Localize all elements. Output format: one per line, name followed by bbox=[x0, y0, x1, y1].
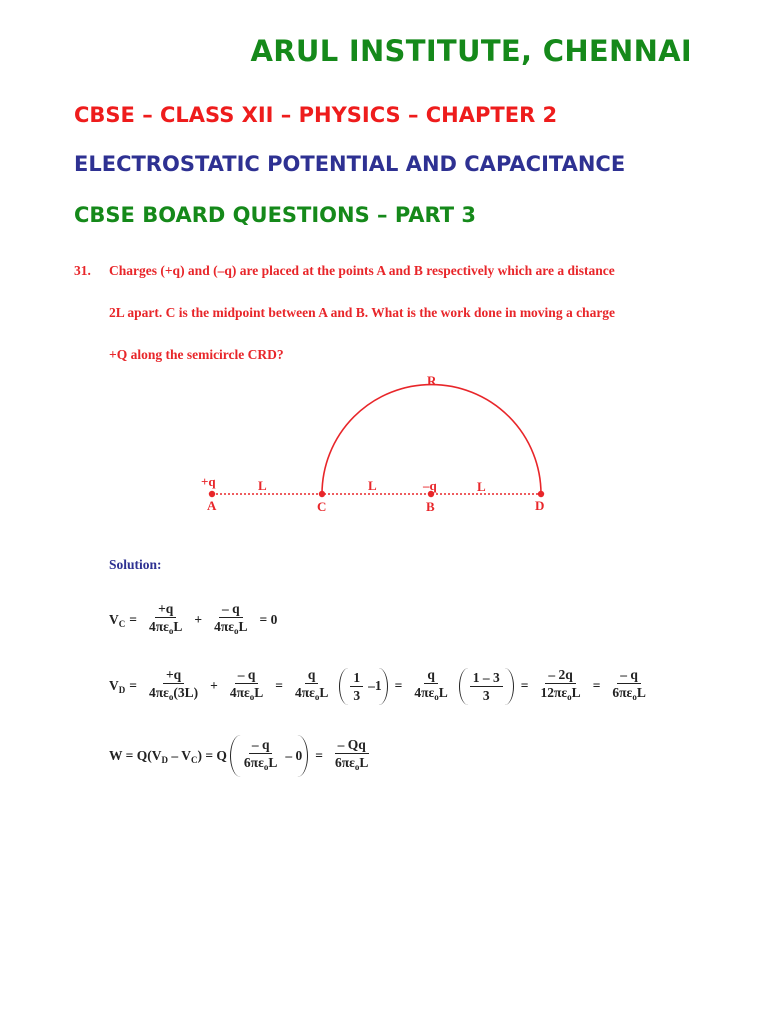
eq2-fraction-2: $\frac{- q}{4\pi\varepsilon_oL}$ bbox=[229, 667, 264, 702]
eq2-paren-2-fraction: $\frac{1 - 3}{3}$ bbox=[470, 670, 503, 703]
question-line-3: +Q along the semicircle CRD? bbox=[109, 347, 284, 362]
segment-ac-label: L bbox=[258, 478, 267, 493]
eq1-lhs: $V_C$ bbox=[109, 611, 126, 629]
point-b-label: B bbox=[426, 499, 435, 514]
eq2-fraction-5: $\frac{- 2q}{12\pi\varepsilon_oL}$ bbox=[540, 667, 581, 702]
point-d-dot bbox=[538, 491, 544, 497]
question-line-1: Charges (+q) and (–q) are placed at the points A and B respectively which are a distance bbox=[109, 263, 615, 278]
charge-a-label: +q bbox=[201, 474, 216, 489]
institute-title: ARUL INSTITUTE, CHENNAI bbox=[250, 34, 692, 68]
eq2-fraction-6: $\frac{- q}{6\pi\varepsilon_oL}$ bbox=[612, 667, 646, 702]
segment-cb-label: L bbox=[368, 478, 377, 493]
eq3-paren: $\frac{- q}{6\pi\varepsilon_oL}$ – 0 bbox=[230, 735, 308, 777]
eq2-paren-1-fraction: $\frac{1}{3}$ bbox=[350, 670, 363, 703]
question-number: 31. bbox=[74, 263, 91, 278]
equation-vc bbox=[109, 601, 281, 639]
point-a-label: A bbox=[207, 498, 217, 513]
section-title: CBSE BOARD QUESTIONS – PART 3 bbox=[74, 203, 477, 227]
point-r-label: R bbox=[427, 373, 437, 388]
eq1-fraction-2: $\frac{- q}{4\pi\varepsilon_oL}$ bbox=[214, 601, 248, 636]
eq1-plus: + bbox=[194, 612, 203, 627]
eq1-result: = 0 bbox=[259, 612, 278, 627]
eq2-fraction-1: $\frac{+q}{4\pi\varepsilon_o(3L)}$ bbox=[148, 667, 199, 702]
eq2-fraction-4: $\frac{q}{4\pi\varepsilon_oL}$ bbox=[414, 667, 448, 702]
eq3-equals: = bbox=[315, 748, 323, 763]
course-line: CBSE – CLASS XII – PHYSICS – CHAPTER 2 bbox=[74, 103, 558, 127]
eq2-fraction-3: $\frac{q}{4\pi\varepsilon_oL}$ bbox=[294, 667, 329, 702]
segment-bd-label: L bbox=[477, 479, 486, 494]
eq3-result-fraction: $\frac{- Qq}{6\pi\varepsilon_oL}$ bbox=[334, 737, 369, 772]
eq3-paren-fraction: $\frac{- q}{6\pi\varepsilon_oL}$ bbox=[243, 737, 278, 772]
eq2-equals-b: = bbox=[394, 678, 403, 693]
eq2-paren-2 bbox=[459, 668, 514, 705]
eq2-lhs: $V_D$ bbox=[109, 677, 126, 695]
solution-label: Solution: bbox=[109, 557, 162, 572]
chapter-title: ELECTROSTATIC POTENTIAL AND CAPACITANCE bbox=[74, 152, 626, 176]
eq2-equals-c: = bbox=[520, 678, 529, 693]
eq2-equals: = bbox=[129, 678, 137, 693]
equation-vd bbox=[109, 667, 654, 705]
charge-b-label: –q bbox=[423, 478, 437, 493]
eq2-equals-d: = bbox=[592, 678, 601, 693]
eq1-fraction-1: $\frac{+q}{4\pi\varepsilon_oL}$ bbox=[148, 601, 183, 636]
point-d-label: D bbox=[535, 498, 545, 513]
question-line-2: 2L apart. C is the midpoint between A and B. What is the work done in moving a charge bbox=[109, 305, 616, 320]
eq2-paren-1: $\frac{1}{3}$ –1 bbox=[339, 668, 387, 705]
point-a-dot bbox=[209, 491, 215, 497]
point-c-label: C bbox=[317, 499, 327, 514]
eq1-equals: = bbox=[129, 612, 137, 627]
point-c-dot bbox=[319, 491, 325, 497]
eq2-plus: + bbox=[210, 678, 218, 693]
eq2-equals-a: = bbox=[275, 678, 283, 693]
eq3-lhs: $W = Q(V_D - V_C) = Q$ bbox=[109, 747, 227, 765]
equation-work bbox=[109, 735, 376, 777]
